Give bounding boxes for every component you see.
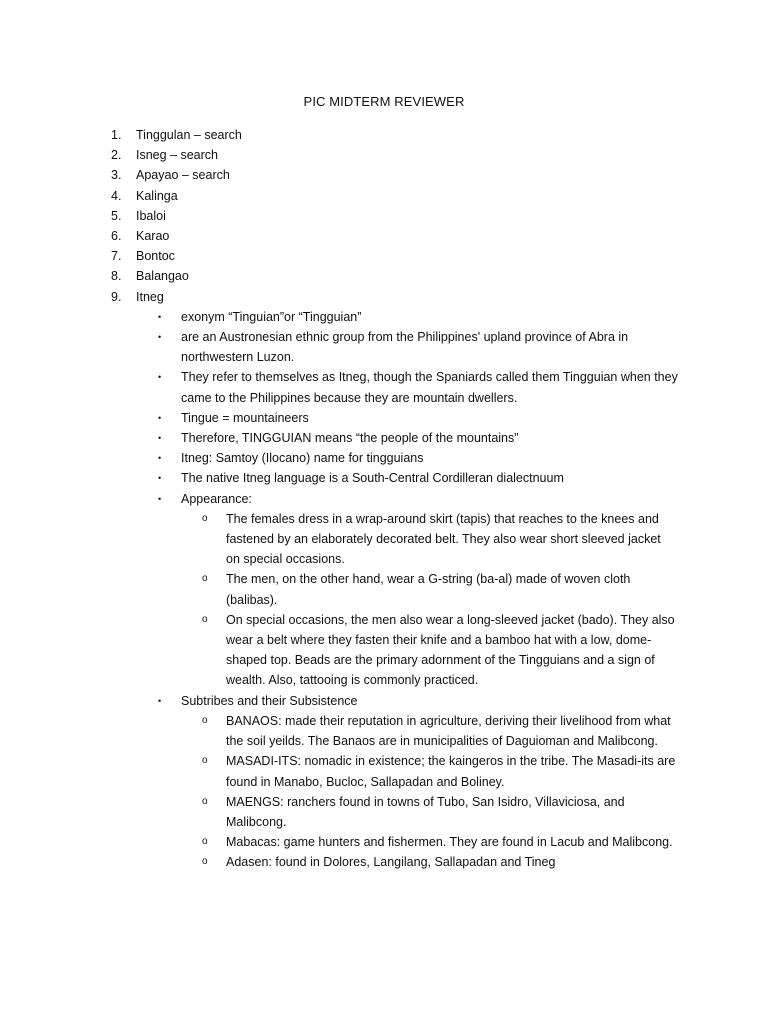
bullet-marker: •: [158, 412, 162, 423]
sub-item: [0, 509, 678, 570]
sub-item-text: MAENGS: ranchers found in towns of Tubo, San Isidro, Villaviciosa, and Malibcong.: [226, 794, 625, 829]
document-body: [0, 125, 768, 873]
bullet-text: Therefore, TINGGUIAN means “the people of the mountains”: [181, 431, 519, 446]
bullet-text: They refer to themselves as Itneg, though the Spaniards called them Tingguian when they came to the Philippines because they are mountain dwellers.: [181, 370, 678, 405]
bullet-marker: •: [158, 695, 162, 706]
sub-item: [0, 569, 678, 609]
bullet-item: [0, 428, 681, 448]
bullet-text: The native Itneg language is a South-Central Cordilleran dialectnuum: [181, 471, 564, 486]
sub-bullet-marker: o: [202, 795, 208, 807]
bullet-text: exonym “Tinguian”or “Tingguian”: [181, 309, 362, 324]
bullet-text: Tingue = mountaineers: [181, 410, 309, 425]
sub-item: [0, 832, 678, 852]
sub-item-text: Mabacas: game hunters and fishermen. They are found in Lacub and Malibcong.: [226, 835, 673, 850]
bullet-item: [0, 408, 681, 428]
bullet-item-subtribes: [0, 691, 681, 711]
sub-item: [0, 852, 678, 872]
list-number: 3.: [111, 168, 122, 183]
bullet-marker: •: [158, 372, 162, 383]
bullet-text: are an Austronesian ethnic group from the Philippines' upland province of Abra in northwestern Luzon.: [181, 330, 629, 365]
bullet-text: Itneg: Samtoy (Ilocano) name for tingguians: [181, 451, 424, 466]
document-title: PIC MIDTERM REVIEWER: [303, 94, 465, 109]
numbered-item-2: [0, 145, 676, 165]
numbered-item-1: [0, 125, 676, 145]
bullet-marker: •: [158, 311, 162, 322]
list-item-text: Karao: [136, 229, 170, 244]
list-item-text: Itneg: [136, 289, 164, 304]
list-number: 7.: [111, 249, 122, 264]
list-item-text: Apayao – search: [136, 168, 230, 183]
bullet-marker: •: [158, 473, 162, 484]
list-number: 9.: [111, 289, 122, 304]
list-number: 2.: [111, 148, 122, 163]
sub-item-text: BANAOS: made their reputation in agriculture, deriving their livelihood from what the soil yeilds. The Banaos are in municipalities of Daguioman and Malibcong.: [226, 713, 671, 749]
numbered-item-3: [0, 165, 676, 185]
sub-bullet-marker: o: [202, 836, 208, 848]
bullet-marker: •: [158, 493, 162, 504]
list-item-text: Bontoc: [136, 249, 175, 264]
list-item-text: Ibaloi: [136, 208, 166, 223]
bullet-item: [0, 307, 681, 327]
numbered-item-7: [0, 246, 676, 266]
bullet-item: [0, 367, 681, 407]
bullet-item-appearance: [0, 489, 681, 509]
sub-bullet-marker: o: [202, 613, 208, 625]
bullet-text: Subtribes and their Subsistence: [181, 693, 358, 708]
numbered-item-9: [0, 287, 676, 307]
sub-item: [0, 751, 678, 791]
bullet-text: Appearance:: [181, 491, 252, 506]
sub-item-text: MASADI-ITS: nomadic in existence; the kaingeros in the tribe. The Masadi-its are found in Manabo, Bucloc, Sallapadan and Boliney.: [226, 754, 676, 789]
sub-bullet-marker: o: [202, 573, 208, 585]
list-number: 1.: [111, 128, 122, 142]
sub-bullet-marker: o: [202, 755, 208, 767]
list-item-text: Isneg – search: [136, 148, 218, 163]
list-number: 4.: [111, 188, 122, 203]
bullet-marker: •: [158, 433, 162, 444]
bullet-item: [0, 468, 681, 488]
bullet-marker: •: [158, 332, 162, 343]
list-item-text: Kalinga: [136, 188, 178, 203]
list-item-text: Tinggulan – search: [136, 128, 242, 142]
sub-bullet-marker: o: [202, 512, 208, 524]
sub-item: [0, 610, 678, 691]
sub-item-text: Adasen: found in Dolores, Langilang, Sallapadan and Tineg: [226, 855, 556, 870]
list-item-text: Balangao: [136, 269, 189, 284]
list-number: 5.: [111, 208, 122, 223]
sub-item-text: On special occasions, the men also wear a long-sleeved jacket (bado). They also wear a belt where they fasten their knife and a bamboo hat with a low, dome-shaped top. Beads are the primary adornment of the Tingguians and a sign of wealth. Also, tattooing is commonly practiced.: [226, 612, 675, 688]
sub-bullet-marker: o: [202, 856, 208, 868]
numbered-item-5: [0, 206, 676, 226]
bullet-item: [0, 327, 681, 367]
list-number: 6.: [111, 229, 122, 244]
sub-item-text: The men, on the other hand, wear a G-string (ba-al) made of woven cloth (balibas).: [226, 572, 631, 607]
numbered-item-4: [0, 186, 676, 206]
list-number: 8.: [111, 269, 122, 284]
numbered-item-8: [0, 266, 676, 286]
sub-item: [0, 711, 678, 751]
sub-item-text: The females dress in a wrap-around skirt (tapis) that reaches to the knees and fastened by an elaborately decorated belt. They also wear short sleeved jacket on special occasions.: [226, 511, 661, 567]
bullet-marker: •: [158, 453, 162, 464]
numbered-item-6: [0, 226, 676, 246]
sub-bullet-marker: o: [202, 714, 208, 726]
sub-item: [0, 792, 678, 832]
bullet-item: [0, 448, 681, 468]
